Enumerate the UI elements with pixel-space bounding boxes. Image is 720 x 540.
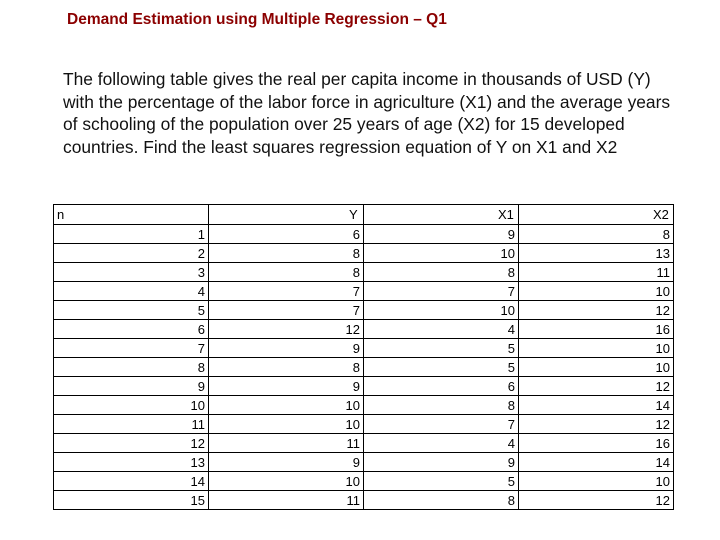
cell-x1: 9	[364, 453, 519, 472]
cell-n: 8	[54, 358, 209, 377]
table-row	[54, 282, 674, 301]
cell-x2: 16	[519, 320, 674, 339]
cell-x2: 10	[519, 472, 674, 491]
cell-x2: 10	[519, 339, 674, 358]
cell-y: 9	[209, 377, 364, 396]
cell-x2: 14	[519, 453, 674, 472]
header-y: Y	[209, 205, 364, 225]
cell-x2: 16	[519, 434, 674, 453]
cell-n: 9	[54, 377, 209, 396]
cell-n: 6	[54, 320, 209, 339]
cell-x1: 5	[364, 339, 519, 358]
table-row	[54, 244, 674, 263]
cell-n: 11	[54, 415, 209, 434]
table-row	[54, 453, 674, 472]
cell-x2: 14	[519, 396, 674, 415]
cell-y: 7	[209, 282, 364, 301]
cell-n: 15	[54, 491, 209, 510]
header-x1: X1	[364, 205, 519, 225]
problem-statement: The following table gives the real per capita income in thousands of USD (Y) with the percentage of the labor force in agriculture (X1) and the average years of schooling of the population over 25 years of age (X2) for 15 developed countries. Find the least squares regression equation of Y on X1 and X2	[63, 69, 671, 157]
cell-x1: 4	[364, 320, 519, 339]
cell-y: 9	[209, 453, 364, 472]
cell-n: 3	[54, 263, 209, 282]
cell-n: 2	[54, 244, 209, 263]
slide-title: Demand Estimation using Multiple Regression – Q1	[67, 11, 447, 28]
table-row	[54, 491, 674, 510]
table-row	[54, 434, 674, 453]
cell-y: 8	[209, 244, 364, 263]
cell-y: 6	[209, 225, 364, 244]
cell-y: 10	[209, 415, 364, 434]
cell-y: 10	[209, 472, 364, 491]
cell-y: 8	[209, 263, 364, 282]
cell-x2: 12	[519, 491, 674, 510]
header-n: n	[54, 205, 209, 225]
cell-x1: 10	[364, 301, 519, 320]
cell-y: 12	[209, 320, 364, 339]
table-row	[54, 263, 674, 282]
cell-x2: 12	[519, 377, 674, 396]
cell-x2: 10	[519, 282, 674, 301]
cell-n: 12	[54, 434, 209, 453]
cell-x2: 12	[519, 301, 674, 320]
cell-x1: 4	[364, 434, 519, 453]
cell-x1: 6	[364, 377, 519, 396]
table-header-row	[54, 205, 674, 225]
table-row	[54, 415, 674, 434]
cell-n: 5	[54, 301, 209, 320]
cell-n: 10	[54, 396, 209, 415]
cell-n: 1	[54, 225, 209, 244]
table-row	[54, 301, 674, 320]
header-x2: X2	[519, 205, 674, 225]
table-row	[54, 377, 674, 396]
cell-x2: 10	[519, 358, 674, 377]
cell-n: 4	[54, 282, 209, 301]
cell-y: 11	[209, 434, 364, 453]
cell-x1: 9	[364, 225, 519, 244]
data-table	[53, 204, 674, 510]
cell-y: 7	[209, 301, 364, 320]
cell-y: 9	[209, 339, 364, 358]
cell-x2: 8	[519, 225, 674, 244]
table-row	[54, 396, 674, 415]
cell-n: 14	[54, 472, 209, 491]
cell-x1: 8	[364, 263, 519, 282]
table-row	[54, 339, 674, 358]
cell-x2: 13	[519, 244, 674, 263]
cell-x1: 5	[364, 358, 519, 377]
cell-x1: 7	[364, 415, 519, 434]
table-row	[54, 320, 674, 339]
cell-y: 10	[209, 396, 364, 415]
cell-y: 8	[209, 358, 364, 377]
table-row	[54, 225, 674, 244]
cell-x1: 10	[364, 244, 519, 263]
cell-x2: 12	[519, 415, 674, 434]
cell-y: 11	[209, 491, 364, 510]
cell-n: 7	[54, 339, 209, 358]
cell-n: 13	[54, 453, 209, 472]
cell-x2: 11	[519, 263, 674, 282]
cell-x1: 5	[364, 472, 519, 491]
cell-x1: 7	[364, 282, 519, 301]
cell-x1: 8	[364, 396, 519, 415]
cell-x1: 8	[364, 491, 519, 510]
table-row	[54, 358, 674, 377]
table-row	[54, 472, 674, 491]
